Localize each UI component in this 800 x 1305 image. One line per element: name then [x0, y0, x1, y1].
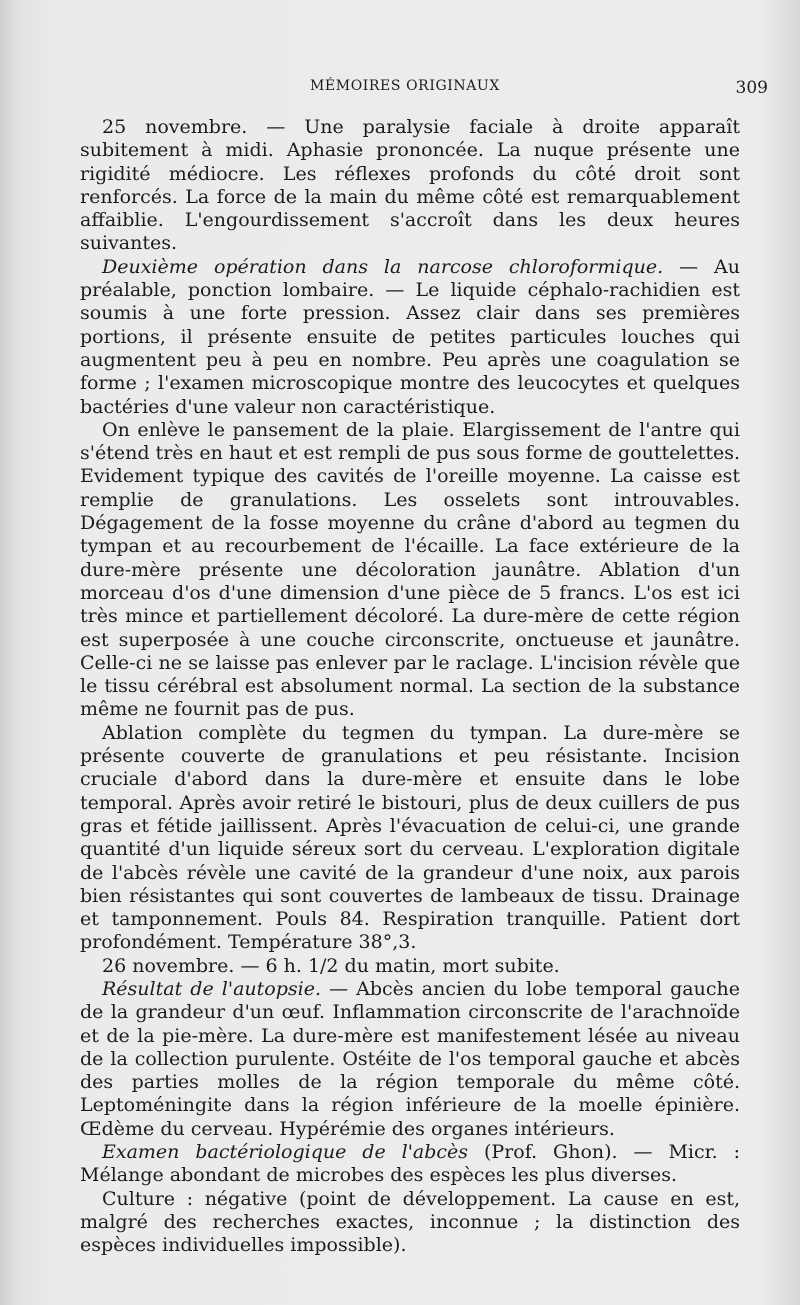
body-text	[80, 116, 740, 1258]
paragraph-nov-26: 26 novembre. — 6 h. 1/2 du matin, mort subite.	[102, 954, 560, 977]
section-lead: Résultat de l'autopsie.	[102, 977, 321, 1000]
paragraph-tegmen-ablation: Ablation complète du tegmen du tympan. La dure-mère se présente couverte de granulations et peu résistante. Incision cruciale d'abord dans la dure-mère et ensuite dans le lobe temporal. Après avoir retiré le bistouri, plus de deux cuillers de pus gras et fétide jaillissent. Après l'évacuation de celui-ci, une grande quantité d'un liquide séreux sort du cerveau. L'exploration digitale de l'abcès révèle une cavité de la grandeur d'une noix, aux parois bien résistantes qui sont couvertes de lambeaux de tissu. Drainage et tamponnement. Pouls 84. Respiration tranquille. Patient dort profondément. Température 38°,3.	[80, 721, 740, 954]
section-lead: Examen bactériologique de l'abcès	[102, 1141, 469, 1164]
paragraph-second-operation: Deuxième opération dans la narcose chloroformique. — Au préalable, ponction lombaire. — Le liquide céphalo-rachidien est soumis à une forte pression. Assez clair dans ses premières portions, il présente ensuite de petites particules louches qui augmentent peu à peu en nombre. Peu après une coagulation se forme ; l'examen microscopique montre des leucocytes et quelques bactéries d'une valeur non caractéristique.	[80, 255, 740, 418]
paragraph-dressing-removal: On enlève le pansement de la plaie. Elargissement de l'antre qui s'étend très en haut et est rempli de pus sous forme de gouttelettes. Evidement typique des cavités de l'oreille moyenne. La caisse est remplie de granulations. Les osselets sont introuvables. Dégagement de la fosse moyenne du crâne d'abord au tegmen du tympan et au recourbement de l'écaille. La face extérieure de la dure-mère présente une décoloration jaunâtre. Ablation d'un morceau d'os d'une dimension d'une pièce de 5 francs. L'os est ici très mince et partiellement décoloré. La dure-mère de cette région est superposée à une couche circonscrite, onctueuse et jaunâtre. Celle-ci ne se laisse pas enlever par le raclage. L'incision révèle que le tissu cérébral est absolument normal. La section de la substance même ne fournit pas de pus.	[80, 418, 740, 721]
paragraph-culture: Culture : négative (point de développement. La cause en est, malgré des recherches exactes, inconnue ; la distinction des espèces individuelles impossible).	[80, 1187, 740, 1257]
paragraph-bacteriology: Examen bactériologique de l'abcès (Prof. Ghon). — Micr. : Mélange abondant de microbes des espèces les plus diverses.	[80, 1141, 740, 1187]
section-lead: Deuxième opération dans la narcose chloroformique.	[102, 255, 664, 278]
page-number: 309	[735, 78, 768, 98]
paragraph-autopsy: Résultat de l'autopsie. — Abcès ancien du lobe temporal gauche de la grandeur d'un œuf. Inflammation circonscrite de l'arachnoïde et de la pie-mère. La dure-mère est manifestement lésée au niveau de la collection purulente. Ostéite de l'os temporal gauche et abcès des parties molles de la région temporale du même côté. Leptoméningite dans la région inférieure de la moelle épinière. Œdème du cerveau. Hypérémie des organes intérieurs.	[80, 977, 740, 1140]
paragraph-nov-25: 25 novembre. — Une paralysie faciale à droite apparaît subitement à midi. Aphasie prononcée. La nuque présente une rigidité médiocre. Les réflexes profonds du côté droit sont renforcés. La force de la main du même côté est remarquablement affaiblie. L'engourdissement s'accroît dans les deux heures suivantes.	[80, 116, 740, 255]
page-header	[78, 78, 768, 102]
running-title: MÉMOIRES ORIGINAUX	[310, 78, 500, 94]
